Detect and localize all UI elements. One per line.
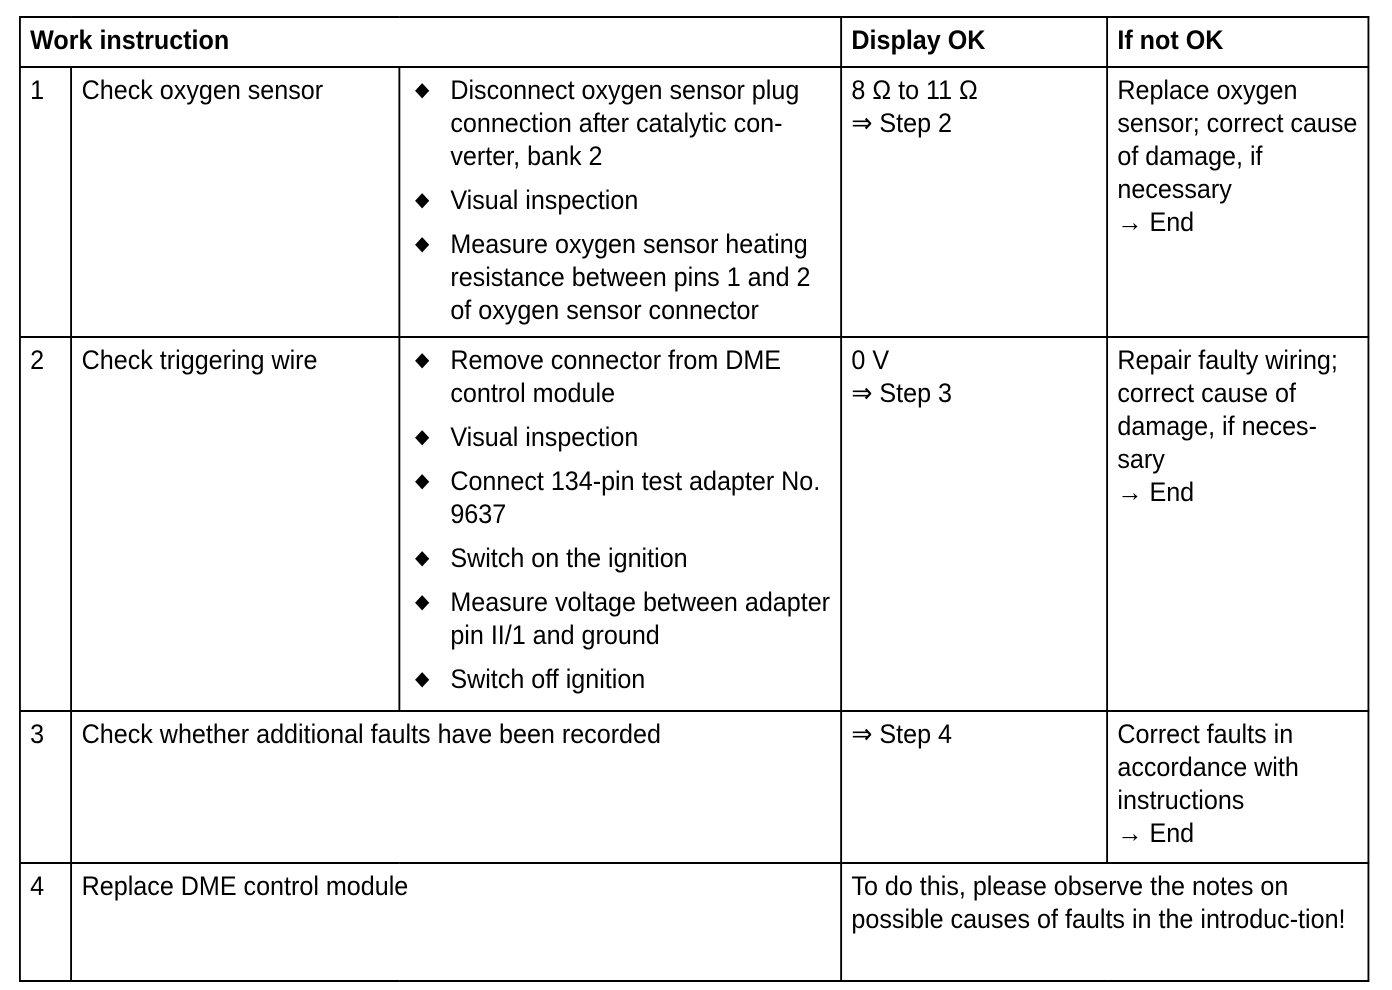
step-actions xyxy=(399,67,841,337)
list-item: ◆ Disconnect oxygen sensor plug connection after catalytic con-verter, bank 2 xyxy=(414,75,800,171)
step-actions xyxy=(399,337,841,711)
diamond-bullet-icon: ◆ xyxy=(414,349,430,371)
list-item: ◆ Connect 134-pin test adapter No. 9637 xyxy=(414,466,821,529)
step-title: Replace DME control module xyxy=(71,863,841,981)
end-marker: → End xyxy=(1117,818,1195,848)
diamond-bullet-icon: ◆ xyxy=(414,547,430,569)
diamond-bullet-icon: ◆ xyxy=(414,591,430,613)
table-row xyxy=(20,711,1369,863)
diamond-bullet-icon: ◆ xyxy=(414,470,430,492)
if-not-ok-cell xyxy=(1107,67,1368,337)
list-item: ◆ Visual inspection xyxy=(414,185,639,215)
next-step: ⇒ Step 3 xyxy=(851,378,953,408)
next-step: ⇒ Step 4 xyxy=(851,719,953,749)
table-row xyxy=(20,337,1369,711)
end-marker: → End xyxy=(1117,207,1195,237)
table-row xyxy=(20,67,1369,337)
list-item: ◆ Visual inspection xyxy=(414,422,639,452)
diamond-bullet-icon: ◆ xyxy=(414,79,430,101)
header-display-ok: Display OK xyxy=(841,17,1107,67)
step-title: Check oxygen sensor xyxy=(71,67,399,337)
display-ok-cell xyxy=(841,67,1107,337)
step-number: 1 xyxy=(20,67,71,337)
diamond-bullet-icon: ◆ xyxy=(414,668,430,690)
display-ok-cell xyxy=(841,711,1107,863)
step-title: Check whether additional faults have been recorded xyxy=(71,711,841,863)
list-item: ◆ Measure voltage between adapter pin II/1 and ground xyxy=(414,587,831,650)
list-item: ◆ Switch off ignition xyxy=(414,664,646,694)
if-not-ok-cell xyxy=(1107,337,1368,711)
remedy-text: Replace oxygen sensor; correct cause of damage, if necessary xyxy=(1117,75,1358,204)
list-item: ◆ Switch on the ignition xyxy=(414,543,688,573)
list-item: ◆ Measure oxygen sensor heating resistance between pins 1 and 2 of oxygen sensor connector xyxy=(414,229,811,325)
work-instruction-table xyxy=(19,16,1369,982)
remedy-text: Correct faults in accordance with instructions xyxy=(1117,719,1299,815)
display-ok-value: 8 Ω to 11 Ω xyxy=(851,75,978,105)
table-row xyxy=(20,863,1369,981)
display-ok-value: 0 V xyxy=(851,345,890,375)
step-number: 3 xyxy=(20,711,71,863)
step-number: 4 xyxy=(20,863,71,981)
display-ok-cell xyxy=(841,337,1107,711)
diamond-bullet-icon: ◆ xyxy=(414,426,430,448)
end-marker: → End xyxy=(1117,477,1195,507)
note-cell: To do this, please observe the notes on possible causes of faults in the introduc-tion! xyxy=(841,863,1368,981)
list-item: ◆ Remove connector from DME control module xyxy=(414,345,782,408)
header-if-not-ok: If not OK xyxy=(1107,17,1368,67)
diamond-bullet-icon: ◆ xyxy=(414,189,430,211)
remedy-text: Repair faulty wiring; correct cause of damage, if neces-sary xyxy=(1117,345,1338,474)
header-row xyxy=(20,17,1369,67)
step-title: Check triggering wire xyxy=(71,337,399,711)
header-work-instruction: Work instruction xyxy=(20,17,841,67)
next-step: ⇒ Step 2 xyxy=(851,108,953,138)
if-not-ok-cell xyxy=(1107,711,1368,863)
diamond-bullet-icon: ◆ xyxy=(414,233,430,255)
step-number: 2 xyxy=(20,337,71,711)
